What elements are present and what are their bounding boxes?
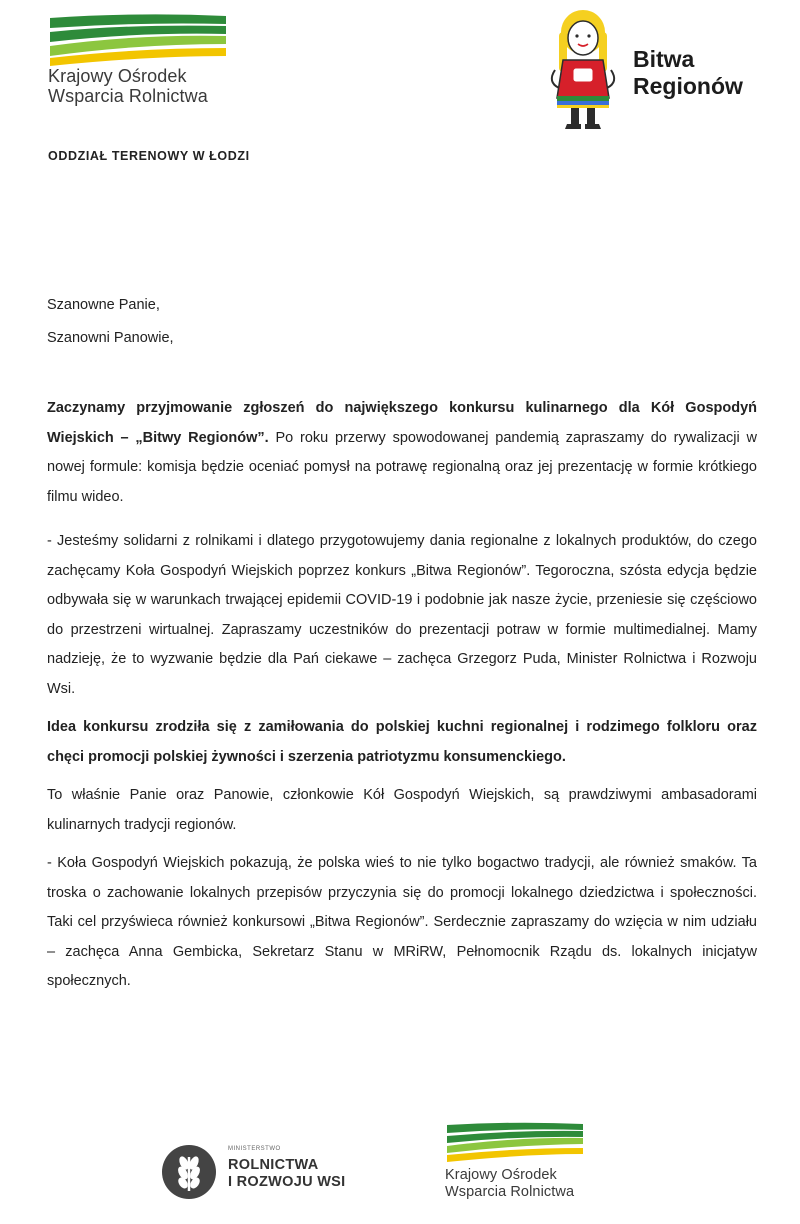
kowr-fields-icon [445, 1122, 585, 1162]
paragraph-ambassadors: To właśnie Panie oraz Panowie, członkowie Kół Gospodyń Wiejskich, są prawdziwymi ambasadorami kulinarnych tradycji regionów. [47, 787, 757, 833]
kowr-name-line1: Krajowy Ośrodek [48, 66, 187, 86]
ministry-name-line2: I ROZWOJU WSI [228, 1174, 346, 1190]
branch-heading: ODDZIAŁ TERENOWY W ŁODZI [48, 149, 250, 163]
paragraph-intro-rest: Po roku przerwy spowodowanej pandemią zapraszamy do rywalizacji w nowej formule: komisja będzie oceniać pomysł na potrawę regionalną oraz jej prezentację w formie krótkiego filmu wideo. [47, 429, 757, 505]
bitwa-regionow-logo [545, 8, 765, 133]
folk-doll-icon [545, 8, 621, 130]
ministry-name-line1: ROLNICTWA [228, 1157, 319, 1173]
paragraph-intro [47, 394, 757, 512]
paragraph-secretary-quote: - Koła Gospodyń Wiejskich pokazują, że polska wieś to nie tylko bogactwo tradycji, ale również smaków. Ta troska o zachowanie lokalnych przepisów przyczynia się do promocji lokalnego dziedzictwa i społeczności. Taki cel przyświeca również konkursowi „Bitwa Regionów”. Serdecznie zapraszamy do wzięcia w nim udziału – zachęca Anna Gembicka, Sekretarz Stanu w MRiRW, Pełnomocnik Rządu ds. lokalnych inicjatyw społecznych. [47, 855, 757, 989]
salutation-line1: Szanowne Panie, [47, 297, 160, 313]
kowr-footer-line2: Wsparcia Rolnictwa [445, 1184, 575, 1200]
wheat-emblem-icon [160, 1143, 218, 1201]
kowr-footer-line1: Krajowy Ośrodek [445, 1167, 557, 1183]
paragraph-minister-quote: - Jesteśmy solidarni z rolnikami i dlatego przygotowujemy dania regionalne z lokalnych produktów, do czego zachęcamy Koła Gospodyń Wiejskich poprzez konkurs „Bitwa Regionów”. Tegoroczna, szósta edycja będzie odbywała się w warunkach trwającej epidemii COVID-19 i podobnie jak nasze życie, przeniesie się częściowo do przestrzeni wirtualnej. Zapraszamy uczestników do prezentacji potraw w formie multimedialnej. Mamy nadzieję, że to wyzwanie będzie dla Pań ciekawe – zachęca Grzegorz Puda, Minister Rolnictwa i Rozwoju Wsi. [47, 533, 757, 697]
bitwa-logo-line1: Bitwa [633, 46, 695, 72]
bitwa-logo-line2: Regionów [633, 73, 743, 99]
kowr-fields-icon [48, 14, 228, 66]
ministry-small-label: MINISTERSTWO [228, 1146, 281, 1152]
kowr-name-line2: Wsparcia Rolnictwa [48, 86, 208, 106]
paragraph-intro-bold: Zaczynamy przyjmowanie zgłoszeń do największego konkursu kulinarnego dla Kół Gospodyń Wiejskich – „Bitwy Regionów”. [47, 400, 757, 446]
paragraph-idea: Idea konkursu zrodziła się z zamiłowania do polskiej kuchni regionalnej i rodzimego folkloru oraz chęci promocji polskiej żywności i szerzenia patriotyzmu konsumenckiego. [47, 719, 757, 765]
kowr-logo-footer [445, 1122, 595, 1201]
letter-body [47, 289, 757, 997]
salutation-line2: Szanowni Panowie, [47, 330, 174, 346]
kowr-logo [48, 14, 238, 106]
ministry-logo [160, 1143, 380, 1203]
